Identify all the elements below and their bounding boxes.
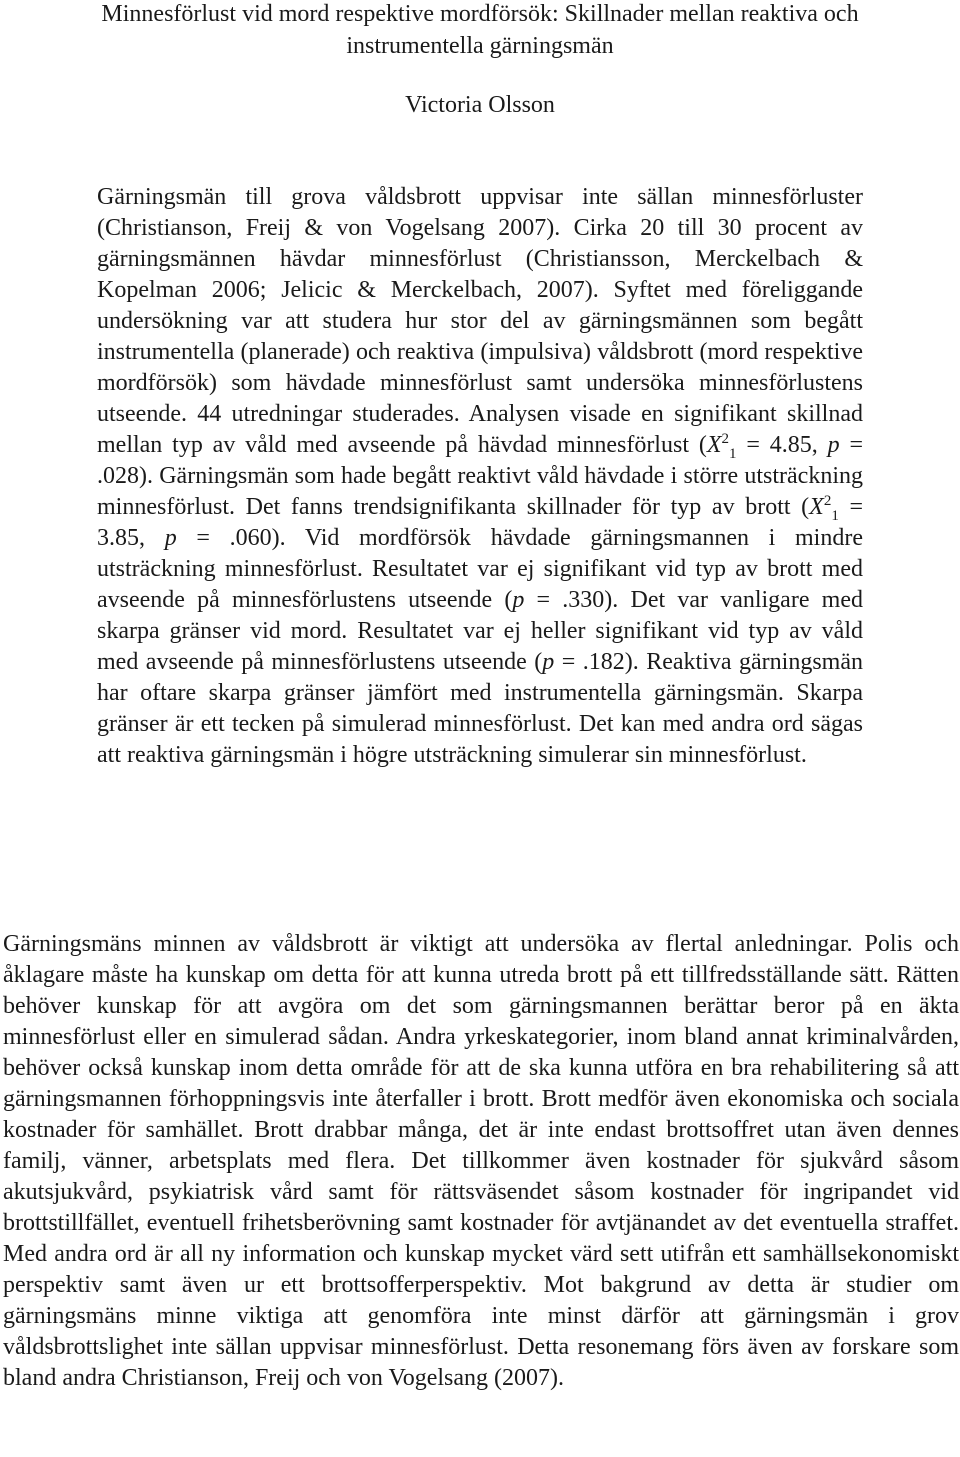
abstract-text: = .028). Gärningsmän som hade begått reaktivt våld hävdade i större utsträckning minnesförlust. Det fanns trendsignifikanta skillnader för typ av brott ( [97,432,863,520]
abstract-text: = .060). Vid mordförsök hävdade gärningsmannen i mindre utsträckning minnesförlust. Resultatet var ej signifikant vid typ av brott med avseende på minnesförlustens utseende ( [97,525,863,613]
degrees-of-freedom-subscript: 1 [729,445,737,462]
abstract-text: = .330). Det var vanligare med skarpa gränser vid mord. Resultatet var ej heller signifikant vid typ av våld med avseende på minnesförlustens utseende ( [97,587,863,675]
degrees-of-freedom-subscript: 1 [831,507,839,524]
abstract-text: = 3.85, [97,494,863,551]
chi-square-superscript: 2 [721,431,729,447]
abstract-text: = .182). Reaktiva gärningsmän har oftare skarpa gränser jämfört med instrumentella gärningsmän. Skarpa gränser är ett tecken på simulerad minnesförlust. Det kan med andra ord sägas att reaktiva gärningsmän i högre utsträckning simulerar sin minnesförlust. [97,649,863,768]
paper-title: Minnesförlust vid mord respektive mordförsök: Skillnader mellan reaktiva och instrumentella gärningsmän [101,1,859,59]
author-name: Victoria Olsson [405,92,555,118]
abstract-text: = 4.85, [736,432,828,458]
chi-square-symbol: X [809,494,824,520]
p-value-symbol: p [827,432,840,458]
chi-square-symbol: X [706,432,722,458]
abstract [97,182,863,771]
p-value-symbol: p [512,587,525,613]
body-paragraph: Gärningsmäns minnen av våldsbrott är viktigt att undersöka av flertal anledningar. Polis och åklagare måste ha kunskap om detta för att kunna utreda brott på ett tillfredsställande sätt. Rätten behöver kunskap för att avgöra om det som gärningsmannen berättar beror på en äkta minnesförlust eller en simulerad sådan. Andra yrkeskategorier, inom bland annat kriminalvården, behöver också kunskap inom detta område för att de ska kunna utföra en bra rehabilitering så att gärningsmannen förhoppningsvis inte återfaller i brott. Brott medför även ekonomiska och sociala kostnader för samhället. Brott drabbar många, det är inte endast brottsoffret utan även dennes familj, vänner, arbetsplats med flera. Det tillkommer även kostnader för sjukvård såsom akutsjukvård, psykiatrisk vård samt för rättsväsendet såsom kostnader för ingripandet vid brottstillfället, eventuell frihetsberövning samt kostnader för avtjänandet av det eventuella straffet. Med andra ord är all ny information och kunskap mycket värd sett utifrån ett samhällsekonomiskt perspektiv samt även ur ett brottsofferperspektiv. Mot bakgrund av detta är studier om gärningsmäns minne viktiga att genomföra inte minst därför att gärningsmän i grov våldsbrottslighet inte sällan uppvisar minnesförlust. Detta resonemang förs även av forskare som bland andra Christianson, Freij och von Vogelsang (2007). [3,931,959,1391]
p-value-symbol: p [542,649,555,675]
p-value-symbol: p [164,525,177,551]
abstract-text: Gärningsmän till grova våldsbrott uppvisar inte sällan minnesförluster (Christianson, Freij & von Vogelsang 2007). Cirka 20 till 30 procent av gärningsmännen hävdar minnesförlust (Christiansson, Merckelbach & Kopelman 2006; Jelicic & Merckelbach, 2007). Syftet med föreliggande undersökning var att studera hur stor del av gärningsmännen som begått instrumentella (planerade) och reaktiva (impulsiva) våldsbrott (mord respektive mordförsök) som hävdade minnesförlust samt undersöka minnesförlustens utseende. 44 utredningar studerades. Analysen visade en signifikant skillnad mellan typ av våld med avseende på hävdad minnesförlust ( [97,184,863,458]
chi-square-superscript: 2 [823,493,832,509]
